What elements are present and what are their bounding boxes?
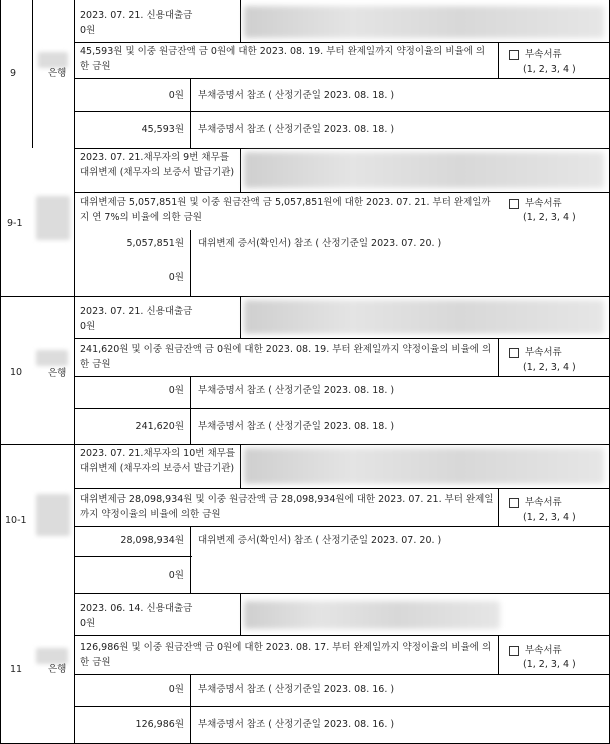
cell-divider [74, 488, 610, 489]
sub-note: 대위변제 증서(확인서) 참조 ( 산정기준일 2023. 07. 20. ) [198, 238, 442, 249]
cell-divider [190, 376, 191, 444]
attachment-numbers: (1, 2, 3, 4 ) [523, 659, 576, 670]
cell-divider [190, 526, 191, 593]
cell-divider [74, 42, 610, 43]
guarantor-logo [36, 494, 70, 536]
cell-divider [498, 488, 499, 526]
attachment-numbers: (1, 2, 3, 4 ) [523, 512, 576, 523]
cell-divider [190, 78, 191, 148]
sub-amount: 0원 [168, 385, 184, 396]
row-number: 10 [10, 367, 23, 378]
row-number: 9 [10, 68, 17, 79]
redacted-creditor [244, 300, 604, 334]
cell-divider [498, 338, 499, 376]
cell-divider [74, 635, 610, 636]
sub-note: 부채증명서 참조 ( 산정기준일 2023. 08. 18. ) [198, 385, 395, 396]
cell-divider [498, 42, 499, 78]
sub-amount: 0원 [168, 272, 184, 283]
cell-divider [74, 338, 610, 339]
attachment-checkbox[interactable] [509, 199, 519, 209]
cell-divider [240, 444, 241, 488]
attachment-checkbox[interactable] [509, 348, 519, 358]
sub-amount: 28,098,934원 [120, 535, 184, 546]
table-border-left [0, 0, 1, 744]
cell-divider [240, 148, 241, 192]
bank-name: 은행 [48, 368, 67, 379]
redacted-creditor [244, 6, 604, 38]
attachment-numbers: (1, 2, 3, 4 ) [523, 212, 576, 223]
attachment-label: 부속서류 [525, 497, 562, 508]
sub-note: 부채증명서 참조 ( 산정기준일 2023. 08. 16. ) [198, 684, 395, 695]
cell-divider [240, 593, 241, 635]
attachment-label: 부속서류 [525, 198, 562, 209]
loan-amount: 0원 [80, 618, 96, 629]
subrogation-heading: 2023. 07. 21.채무자의 9번 채무를 대위변제 (채무자의 보증서 발급기관) [80, 152, 235, 178]
sub-note: 대위변제 증서(확인서) 참조 ( 산정기준일 2023. 07. 20. ) [198, 535, 442, 546]
cell-divider [190, 674, 191, 744]
attachment-label: 부속서류 [525, 645, 562, 656]
claim-description: 241,620원 및 이중 원금잔액 금 0원에 대한 2023. 08. 19. 부터 완제일까지 약정이율의 비율에 의한 금원 [80, 344, 492, 370]
sub-amount: 0원 [168, 570, 184, 581]
row-number: 11 [10, 664, 23, 675]
attachment-checkbox[interactable] [509, 646, 519, 656]
sub-amount: 0원 [168, 90, 184, 101]
cell-divider [74, 78, 610, 79]
subrogation-heading: 2023. 07. 21.채무자의 10번 채무를 대위변제 (채무자의 보증서 발급기관) [80, 448, 235, 474]
guarantor-logo [36, 196, 70, 240]
attachment-numbers: (1, 2, 3, 4 ) [523, 362, 576, 373]
row-separator [0, 444, 610, 445]
sub-note: 부채증명서 참조 ( 산정기준일 2023. 08. 18. ) [198, 421, 395, 432]
attachment-numbers: (1, 2, 3, 4 ) [523, 64, 576, 75]
bank-logo [36, 350, 68, 366]
cell-divider [240, 296, 241, 338]
loan-date: 2023. 07. 21. 신용대출금 [80, 306, 193, 317]
cell-divider [74, 192, 610, 193]
claim-description: 126,986원 및 이중 원금잔액 금 0원에 대한 2023. 08. 17. 부터 완제일까지 약정이율의 비율에 의한 금원 [80, 642, 492, 668]
bank-name: 은행 [48, 664, 67, 675]
loan-date: 2023. 07. 21. 신용대출금 [80, 10, 193, 21]
attachment-label: 부속서류 [525, 49, 562, 60]
sub-amount: 5,057,851원 [126, 238, 184, 249]
sub-amount: 126,986원 [135, 719, 184, 730]
row-number: 9-1 [7, 218, 23, 229]
row-separator [74, 593, 610, 594]
sub-amount: 241,620원 [135, 421, 184, 432]
cell-divider [74, 706, 610, 707]
cell-divider [74, 556, 192, 557]
cell-divider [74, 111, 610, 112]
cell-divider [74, 376, 610, 377]
redacted-creditor [244, 601, 500, 629]
claim-description: 45,593원 및 이중 원금잔액 금 0원에 대한 2023. 08. 19. 부터 완제일까지 약정이율의 비율에 의한 금원 [80, 46, 486, 72]
row-separator [0, 296, 610, 297]
sub-note: 부채증명서 참조 ( 산정기준일 2023. 08. 18. ) [198, 124, 395, 135]
cell-divider [498, 635, 499, 674]
loan-amount: 0원 [80, 321, 96, 332]
attachment-checkbox[interactable] [509, 498, 519, 508]
cell-divider [74, 408, 610, 409]
cell-divider [190, 230, 191, 296]
sub-note: 부채증명서 참조 ( 산정기준일 2023. 08. 16. ) [198, 719, 395, 730]
bank-divider [32, 0, 33, 148]
cell-divider [240, 0, 241, 42]
attachment-checkbox[interactable] [509, 50, 519, 60]
cell-divider [74, 674, 610, 675]
redacted-creditor [244, 152, 604, 188]
bank-name: 은행 [48, 68, 67, 79]
cell-divider [74, 526, 610, 527]
row-number: 10-1 [5, 515, 27, 526]
redacted-creditor [244, 448, 604, 484]
claim-description: 대위변제금 5,057,851원 및 이중 원금잔액 금 5,057,851원에 대한 2023. 07. 21. 부터 완제일까지 연 7%의 비율에 의한 금원 [80, 197, 491, 223]
row-separator [74, 148, 610, 149]
loan-date: 2023. 06. 14. 신용대출금 [80, 603, 193, 614]
sub-note: 부채증명서 참조 ( 산정기준일 2023. 08. 18. ) [198, 90, 395, 101]
claim-description: 대위변제금 28,098,934원 및 이중 원금잔액 금 28,098,934원에 대한 2023. 07. 21. 부터 완제일까지 약정이율의 비율에 의한 금원 [80, 494, 494, 520]
attachment-label: 부속서류 [525, 347, 562, 358]
sub-amount: 0원 [168, 684, 184, 695]
loan-amount: 0원 [80, 25, 96, 36]
sub-amount: 45,593원 [141, 124, 184, 135]
